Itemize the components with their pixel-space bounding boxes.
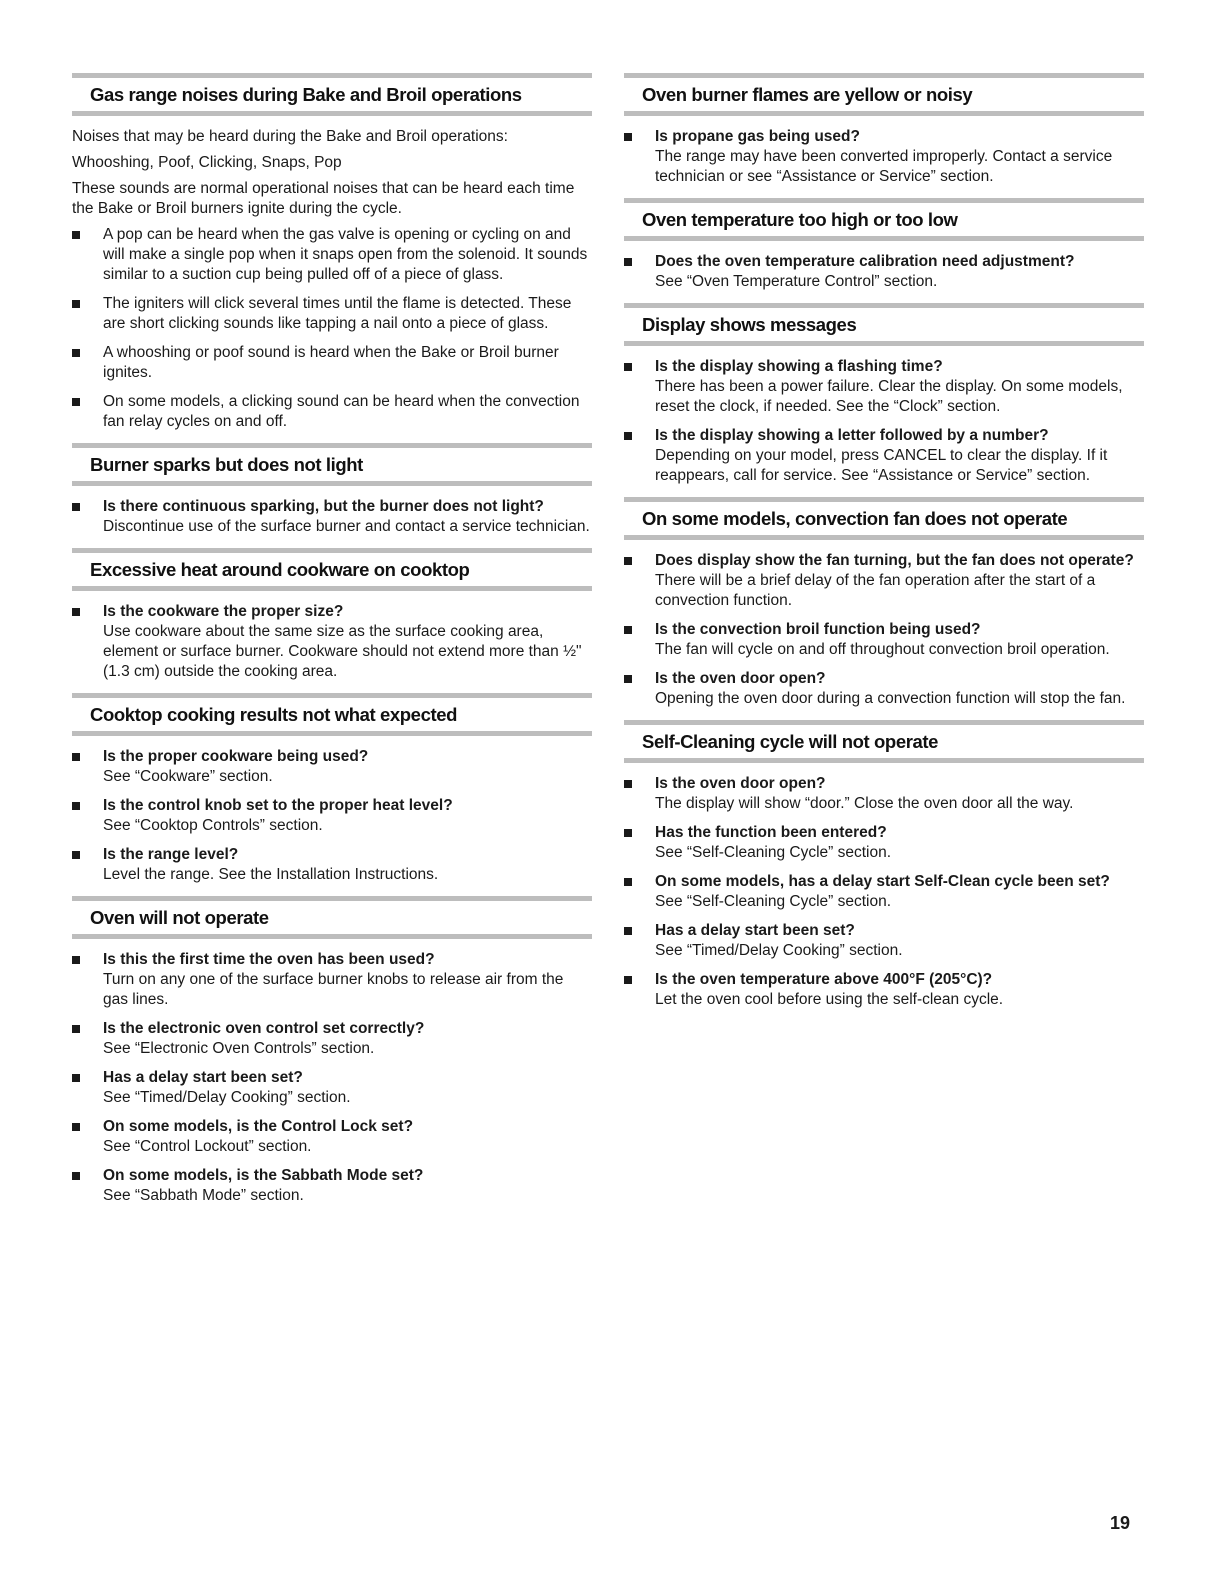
- answer: There has been a power failure. Clear the display. On some models, reset the clock, if needed. See the “Clock” section.: [655, 378, 1123, 415]
- normal-text: These sounds are normal operational noises that can be heard each time the Bake or Broil burners ignite during the cycle.: [72, 180, 575, 217]
- section-cooktop-results: [72, 693, 592, 885]
- question-list: [624, 774, 1144, 1010]
- bullet-icon: [624, 626, 632, 634]
- bullet-icon: [72, 1074, 80, 1082]
- section-header: [624, 198, 1144, 241]
- question: Is there continuous sparking, but the burner does not light?: [103, 498, 544, 515]
- list-item: [72, 1068, 592, 1108]
- list-item: [72, 1117, 592, 1157]
- bullet-icon: [624, 927, 632, 935]
- section-header: [72, 548, 592, 591]
- section-title: Gas range noises during Bake and Broil operations: [90, 84, 522, 105]
- bullet-icon: [72, 503, 80, 511]
- list-item: [624, 921, 1144, 961]
- list-item: [624, 357, 1144, 417]
- list-item: The igniters will click several times until the flame is detected. These are short clicking sounds like tapping a nail onto a piece of glass.: [72, 294, 592, 334]
- question: On some models, is the Control Lock set?: [103, 1118, 414, 1135]
- section-gas-noises: [72, 73, 592, 432]
- question: Is propane gas being used?: [655, 128, 860, 145]
- section-title: Oven will not operate: [90, 907, 269, 928]
- bullet-icon: [624, 557, 632, 565]
- question: Is the convection broil function being used?: [655, 621, 981, 638]
- question: Is the display showing a letter followed by a number?: [655, 427, 1049, 444]
- answer: Depending on your model, press CANCEL to clear the display. If it reappears, call for service. See “Assistance or Service” section.: [655, 447, 1108, 484]
- answer: There will be a brief delay of the fan operation after the start of a convection function.: [655, 572, 1096, 609]
- bullet-icon: [72, 300, 80, 308]
- bullet-icon: [624, 258, 632, 266]
- section-header: [624, 720, 1144, 763]
- bullet-icon: [72, 1123, 80, 1131]
- bullet-icon: [72, 802, 80, 810]
- question: Is the cookware the proper size?: [103, 603, 344, 620]
- list-item: [624, 872, 1144, 912]
- bullet-icon: [72, 231, 80, 239]
- section-oven-not-operate: [72, 896, 592, 1206]
- question: Is the control knob set to the proper heat level?: [103, 797, 453, 814]
- section-title: Excessive heat around cookware on cooktop: [90, 559, 470, 580]
- question: Is the display showing a flashing time?: [655, 358, 943, 375]
- question: Has a delay start been set?: [655, 922, 855, 939]
- page-number: 19: [1110, 1513, 1131, 1533]
- bullet-icon: [624, 363, 632, 371]
- section-burner-sparks: [72, 443, 592, 537]
- question: Is the oven door open?: [655, 670, 826, 687]
- answer: See “Sabbath Mode” section.: [103, 1187, 304, 1204]
- bullet-icon: [72, 956, 80, 964]
- bullet-icon: [624, 976, 632, 984]
- section-self-clean: [624, 720, 1144, 1010]
- section-title: Oven temperature too high or too low: [642, 209, 958, 230]
- answer: Let the oven cool before using the self-clean cycle.: [655, 991, 1004, 1008]
- question: Is the oven temperature above 400°F (205°C)?: [655, 971, 993, 988]
- section-header: [624, 73, 1144, 116]
- list-item: A whooshing or poof sound is heard when the Bake or Broil burner ignites.: [72, 343, 592, 383]
- question-list: [72, 497, 592, 537]
- question-list: [72, 950, 592, 1206]
- answer: Discontinue use of the surface burner and contact a service technician.: [103, 518, 590, 535]
- right-column: [624, 73, 1144, 1021]
- answer: See “Electronic Oven Controls” section.: [103, 1040, 375, 1057]
- list-item: [624, 620, 1144, 660]
- answer: Turn on any one of the surface burner knobs to release air from the gas lines.: [103, 971, 564, 1008]
- question-list: [624, 357, 1144, 486]
- list-item: [624, 127, 1144, 187]
- bullet-icon: [624, 133, 632, 141]
- intro-text: Noises that may be heard during the Bake and Broil operations:: [72, 128, 508, 145]
- question: Is the electronic oven control set correctly?: [103, 1020, 425, 1037]
- list-item: [72, 1166, 592, 1206]
- answer: See “Cookware” section.: [103, 768, 273, 785]
- section-title: Self-Cleaning cycle will not operate: [642, 731, 939, 752]
- section-display: [624, 303, 1144, 486]
- list-item: [624, 551, 1144, 611]
- section-title: Cooktop cooking results not what expected: [90, 704, 458, 725]
- list-item: [624, 669, 1144, 709]
- section-header: [72, 693, 592, 736]
- list-item: On some models, a clicking sound can be heard when the convection fan relay cycles on and off.: [72, 392, 592, 432]
- section-header: [624, 303, 1144, 346]
- list-item: [72, 796, 592, 836]
- question-list: [72, 747, 592, 885]
- list-item: [624, 426, 1144, 486]
- answer: See “Control Lockout” section.: [103, 1138, 312, 1155]
- answer: See “Timed/Delay Cooking” section.: [655, 942, 903, 959]
- section-title: Oven burner flames are yellow or noisy: [642, 84, 973, 105]
- answer: The fan will cycle on and off throughout convection broil operation.: [655, 641, 1110, 658]
- question: Is the proper cookware being used?: [103, 748, 369, 765]
- list-item: [72, 950, 592, 1010]
- section-flames: [624, 73, 1144, 187]
- section-header: [72, 443, 592, 486]
- question: Is this the first time the oven has been used?: [103, 951, 435, 968]
- question-list: [624, 252, 1144, 292]
- bullet-icon: [624, 829, 632, 837]
- answer: Opening the oven door during a convection function will stop the fan.: [655, 690, 1126, 707]
- answer: See “Oven Temperature Control” section.: [655, 273, 938, 290]
- section-temperature: [624, 198, 1144, 292]
- answer: See “Self-Cleaning Cycle” section.: [655, 844, 892, 861]
- question-list: [624, 127, 1144, 187]
- list-item: [624, 774, 1144, 814]
- question: On some models, is the Sabbath Mode set?: [103, 1167, 424, 1184]
- answer: See “Cooktop Controls” section.: [103, 817, 323, 834]
- bullet-icon: [72, 1172, 80, 1180]
- section-title: Burner sparks but does not light: [90, 454, 363, 475]
- list-item: [72, 602, 592, 682]
- question: Is the oven door open?: [655, 775, 826, 792]
- bullet-icon: [72, 398, 80, 406]
- list-item: [624, 970, 1144, 1010]
- list-item: [72, 747, 592, 787]
- question: Does the oven temperature calibration need adjustment?: [655, 253, 1075, 270]
- noise-list: [72, 225, 592, 432]
- list-item: [624, 823, 1144, 863]
- answer: The range may have been converted improperly. Contact a service technician or see “Assistance or Service” section.: [655, 148, 1113, 185]
- section-title: Display shows messages: [642, 314, 857, 335]
- list-item: [72, 1019, 592, 1059]
- bullet-icon: [624, 675, 632, 683]
- bullet-icon: [624, 432, 632, 440]
- bullet-icon: [72, 1025, 80, 1033]
- question-list: [72, 602, 592, 682]
- answer: The display will show “door.” Close the oven door all the way.: [655, 795, 1074, 812]
- answer: See “Timed/Delay Cooking” section.: [103, 1089, 351, 1106]
- sounds-text: Whooshing, Poof, Clicking, Snaps, Pop: [72, 154, 342, 171]
- bullet-icon: [72, 608, 80, 616]
- list-item: [72, 845, 592, 885]
- list-item: [72, 497, 592, 537]
- answer: Level the range. See the Installation Instructions.: [103, 866, 439, 883]
- section-header: [624, 497, 1144, 540]
- list-item: A pop can be heard when the gas valve is opening or cycling on and will make a single pop when it snaps open from the solenoid. It sounds similar to a suction cup being pulled off of a piece of glass.: [72, 225, 592, 285]
- bullet-icon: [72, 753, 80, 761]
- section-convection: [624, 497, 1144, 709]
- left-column: [72, 73, 592, 1217]
- section-title: On some models, convection fan does not operate: [642, 508, 1068, 529]
- list-item: [624, 252, 1144, 292]
- question: Is the range level?: [103, 846, 239, 863]
- question: Has the function been entered?: [655, 824, 887, 841]
- bullet-icon: [624, 878, 632, 886]
- question-list: [624, 551, 1144, 709]
- bullet-icon: [624, 780, 632, 788]
- answer: See “Self-Cleaning Cycle” section.: [655, 893, 892, 910]
- bullet-icon: [72, 851, 80, 859]
- question: Has a delay start been set?: [103, 1069, 303, 1086]
- question: Does display show the fan turning, but the fan does not operate?: [655, 552, 1134, 569]
- bullet-icon: [72, 349, 80, 357]
- answer: Use cookware about the same size as the surface cooking area, element or surface burner. Cookware should not extend more than ½" (1.3 cm) outside the cooking area.: [103, 623, 582, 680]
- section-header: [72, 896, 592, 939]
- section-excessive-heat: [72, 548, 592, 682]
- section-header: [72, 73, 592, 116]
- question: On some models, has a delay start Self-Clean cycle been set?: [655, 873, 1110, 890]
